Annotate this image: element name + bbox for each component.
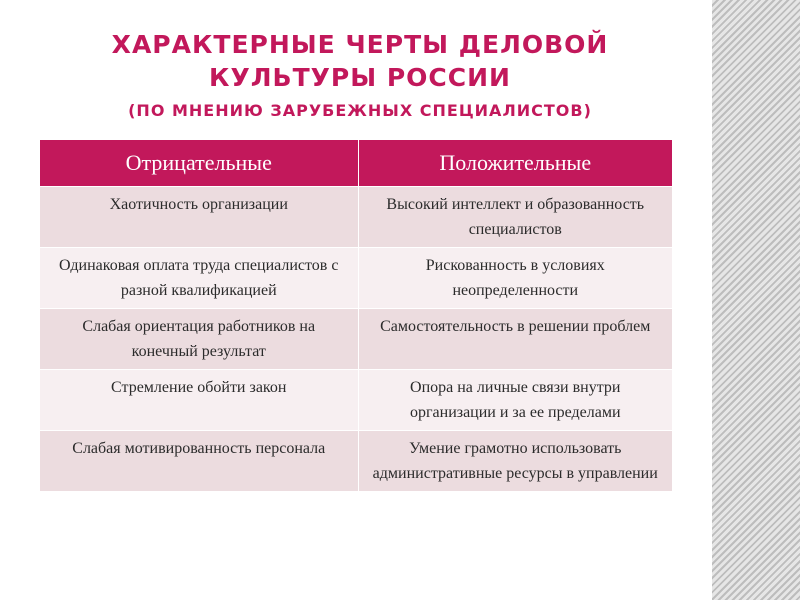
- title-subtitle: (ПО МНЕНИЮ ЗАРУБЕЖНЫХ СПЕЦИАЛИСТОВ): [128, 101, 592, 120]
- positive-cell: Опора на личные связи внутри организации и за ее пределами: [358, 370, 672, 431]
- slide-title: [60, 28, 660, 124]
- table-row: [40, 187, 672, 248]
- negative-cell: Стремление обойти закон: [40, 370, 358, 431]
- positive-cell: Самостоятельность в решении проблем: [358, 309, 672, 370]
- negative-cell: Слабая мотивированность персонала: [40, 431, 358, 492]
- traits-table: [40, 140, 672, 491]
- negative-cell: Одинаковая оплата труда специалистов с разной квалификацией: [40, 248, 358, 309]
- table-header-row: [40, 140, 672, 187]
- header-negative: Отрицательные: [40, 140, 358, 187]
- table-row: [40, 248, 672, 309]
- positive-cell: Рискованность в условиях неопределенности: [358, 248, 672, 309]
- positive-cell: Умение грамотно использовать административные ресурсы в управлении: [358, 431, 672, 492]
- negative-cell: Слабая ориентация работников на конечный результат: [40, 309, 358, 370]
- decorative-stripe: [712, 0, 800, 600]
- header-positive: Положительные: [358, 140, 672, 187]
- title-line-1: ХАРАКТЕРНЫЕ ЧЕРТЫ ДЕЛОВОЙ: [111, 30, 609, 59]
- title-line-2: КУЛЬТУРЫ РОССИИ: [209, 63, 511, 92]
- negative-cell: Хаотичность организации: [40, 187, 358, 248]
- table-row: [40, 431, 672, 492]
- positive-cell: Высокий интеллект и образованность специалистов: [358, 187, 672, 248]
- table-row: [40, 309, 672, 370]
- table-row: [40, 370, 672, 431]
